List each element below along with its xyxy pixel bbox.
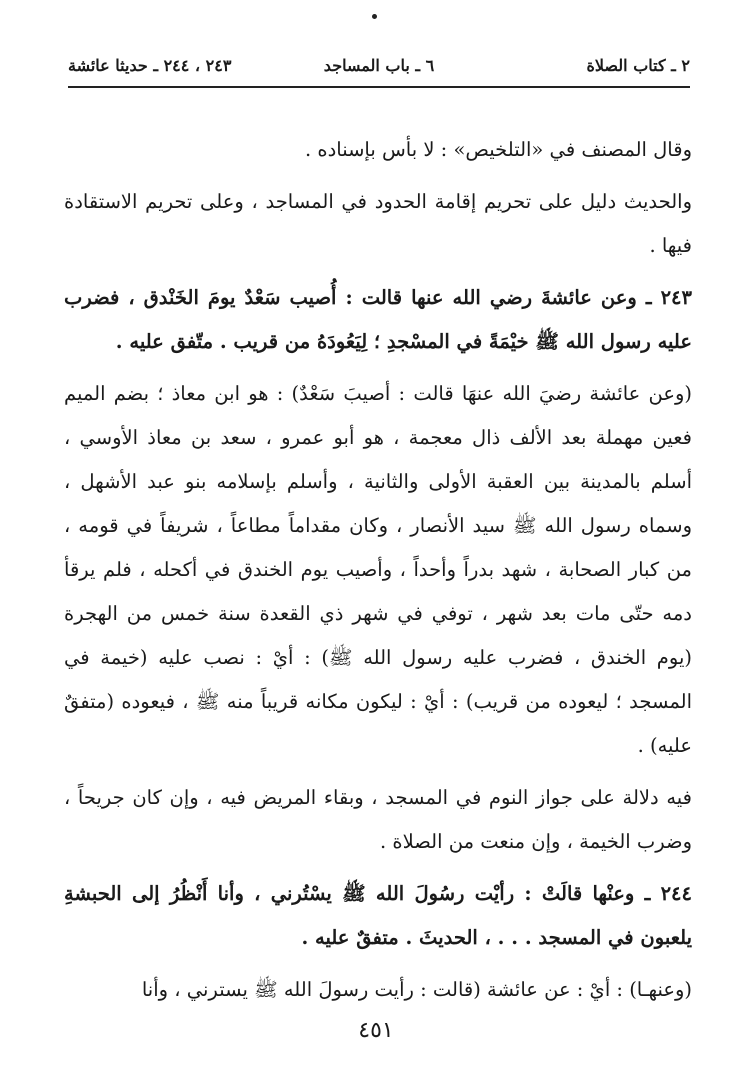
hadith-243-ruling: فيه دلالة على جواز النوم في المسجد ، وبقاء المريض فيه ، وإن كان جريحاً ، وضرب الخيمة ، وإن منعت من الصلاة . — [64, 786, 692, 853]
header-hadith-numbers: ٢٤٣ ، ٢٤٤ ـ حديثا عائشة — [68, 55, 232, 75]
paragraph-2: والحديث دليل على تحريم إقامة الحدود في المساجد ، وعلى تحريم الاستقادة فيها . — [64, 190, 692, 257]
paragraph-1: وقال المصنف في «التلخيص» : لا بأس بإسناده . — [304, 138, 692, 161]
header-book-title: ٢ ـ كتاب الصلاة — [586, 55, 690, 75]
header-chapter-title: ٦ ـ باب المساجد — [323, 55, 435, 75]
hadith-243-text: ٢٤٣ ـ وعن عائشةَ رضي الله عنها قالت : أُصيب سَعْدٌ يومَ الخَنْدق ، فضرب عليه رسول الله ﷺ خيْمَةً في المسْجدِ ؛ لِيَعُودَهُ من قريب . متّفق عليه . — [64, 286, 692, 353]
page-number: ٤٥١ — [358, 1018, 394, 1043]
header-rule — [68, 86, 690, 88]
page-body — [64, 128, 692, 1020]
hadith-244-text: ٢٤٤ ـ وعنْها قالَتْ : رأيْت رسُولَ الله ﷺ يسْتُرني ، وأنا أَنْظُرُ إلى الحبشةِ يلعبون في المسجد . . . ، الحديثَ . متفقٌ عليه . — [64, 882, 692, 949]
top-dot-mark — [372, 14, 377, 19]
hadith-243-commentary: (وعن عائشة رضيَ الله عنهَا قالت : أصيبَ سَعْدٌ) : هو ابن معاذ ؛ بضم الميم فعين مهملة بعد الألف ذال معجمة ، هو أبو عمرو ، سعد بن معاذ الأوسي ، أسلم بالمدينة بين العقبة الأولى والثانية ، وأسلم بإسلامه بنو عبد الأشهل ، وسماه رسول الله ﷺ سيد الأنصار ، وكان مقداماً مطاعاً ، شريفاً في قومه ، من كبار الصحابة ، شهد بدراً وأحداً ، وأصيب يوم الخندق في أكحله ، فلم يرقأ دمه حتّى مات بعد شهر ، توفي في شهر ذي القعدة سنة خمس من الهجرة (يوم الخندق ، فضرب عليه رسول الله ﷺ) : أيْ : نصب عليه (خيمة في المسجد ؛ ليعوده من قريب) : أيْ : ليكون مكانه قريباً منه ﷺ ، فيعوده (متفقٌ عليه) . — [64, 382, 692, 757]
running-header — [68, 50, 690, 80]
hadith-244-commentary: (وعنهـا) : أيْ : عن عائشة (قالت : رأيت رسولَ الله ﷺ يسترني ، وأنا — [141, 978, 692, 1001]
